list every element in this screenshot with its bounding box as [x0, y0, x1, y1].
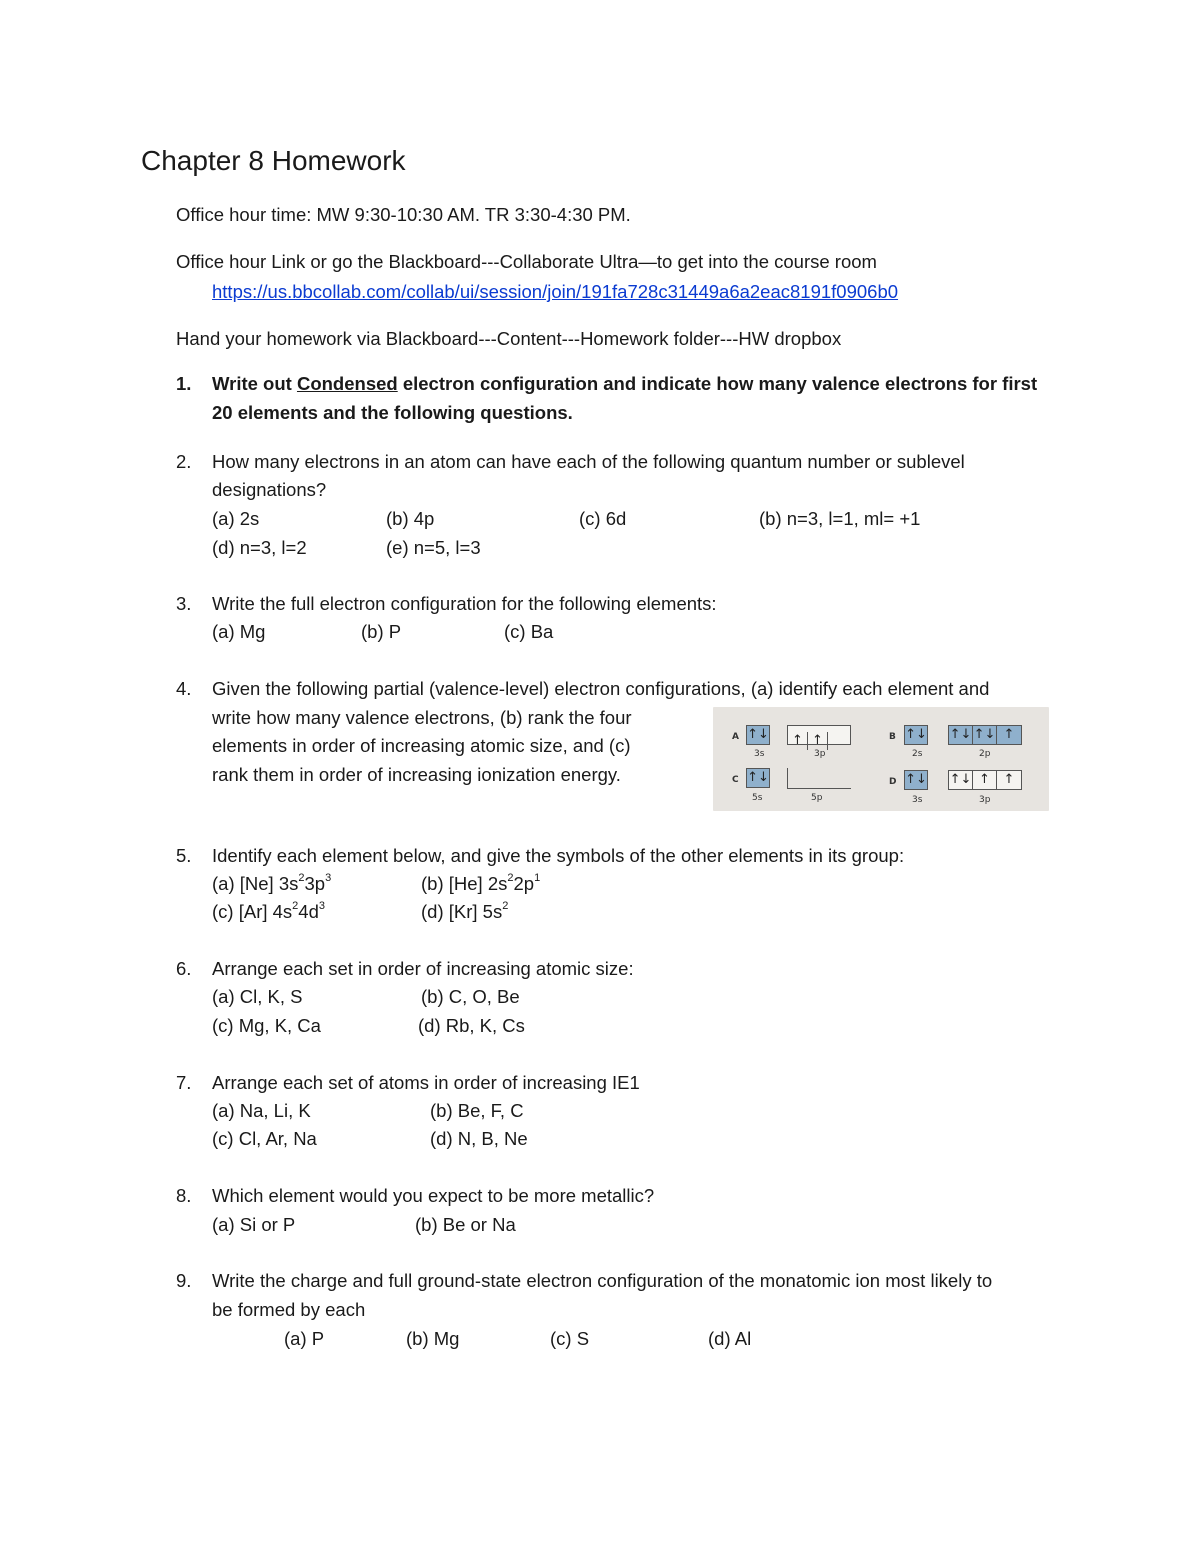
question-2-line2: designations?: [212, 479, 327, 500]
question-9-option-a: (a) P: [284, 1328, 325, 1349]
question-7-line1: Arrange each set of atoms in order of increasing IE1: [212, 1072, 640, 1093]
question-1-line2: 20 elements and the following questions.: [212, 402, 573, 423]
question-6-number: 6.: [176, 958, 192, 979]
orbital-diagram-photo: [713, 707, 1049, 811]
question-2-option-e: (d) n=3, l=2: [212, 537, 307, 558]
question-9-line2: be formed by each: [212, 1299, 366, 1320]
orbital-C-letter: C: [732, 775, 739, 785]
question-2-option-a: (a) 2s: [212, 508, 260, 529]
orbital-A-s-arrows: ↑↓: [747, 727, 769, 742]
question-5-option-d: [421, 901, 508, 923]
orbital-B-s-arrows: ↑↓: [905, 727, 927, 742]
orbital-D-p2: ↑: [973, 771, 997, 789]
question-9-option-d: (d) Al: [708, 1328, 752, 1349]
question-6-option-a: (a) Cl, K, S: [212, 986, 303, 1007]
question-7-option-b: (b) Be, F, C: [430, 1100, 524, 1121]
orbital-A-s-label: 3s: [754, 749, 765, 759]
orbital-D-p-box: [948, 770, 1022, 790]
orbital-A-p1: ↑: [788, 732, 808, 750]
orbital-C-p-line: [787, 788, 851, 789]
orbital-D-s-arrows: ↑↓: [905, 772, 927, 787]
q5a-mid: 3p: [304, 873, 326, 894]
orbital-B-letter: B: [889, 732, 896, 742]
page-title: Chapter 8 Homework: [141, 145, 406, 176]
orbital-B-p-label: 2p: [979, 749, 991, 759]
question-9-line1: Write the charge and full ground-state electron configuration of the monatomic ion most likely to: [212, 1270, 993, 1291]
question-2-line1: How many electrons in an atom can have each of the following quantum number or sublevel: [212, 451, 965, 472]
orbital-D-s-box: [904, 770, 928, 790]
question-2-option-c: (c) 6d: [579, 508, 627, 529]
orbital-A-letter: A: [732, 732, 739, 742]
question-3-line1: Write the full electron configuration for the following elements:: [212, 593, 717, 614]
question-6-option-c: (c) Mg, K, Ca: [212, 1015, 321, 1036]
q5a-sup1: 2: [298, 871, 305, 884]
orbital-A-p-label: 3p: [814, 749, 826, 759]
orbital-A-p2: ↑: [808, 732, 828, 750]
orbital-C-p-edge: [787, 768, 788, 788]
question-5-line1: Identify each element below, and give the symbols of the other elements in its group:: [212, 845, 905, 866]
question-4-line1: Given the following partial (valence-level) electron configurations, (a) identify each element and: [212, 678, 990, 699]
question-1-number: 1.: [176, 373, 192, 394]
q5c-sup1: 2: [292, 899, 299, 912]
question-9-number: 9.: [176, 1270, 192, 1291]
question-9-option-b: (b) Mg: [406, 1328, 460, 1349]
question-5-option-a: [212, 873, 331, 895]
question-4-line4: rank them in order of increasing ionization energy.: [212, 764, 621, 785]
q5d-sup1: 2: [502, 899, 509, 912]
orbital-C-s-arrows: ↑↓: [747, 770, 769, 785]
question-8-option-b: (b) Be or Na: [415, 1214, 516, 1235]
orbital-C-s-label: 5s: [752, 793, 763, 803]
question-6-line1: Arrange each set in order of increasing atomic size:: [212, 958, 634, 979]
orbital-C-s-box: [746, 768, 770, 788]
question-7-option-d: (d) N, B, Ne: [430, 1128, 528, 1149]
orbital-B-s-label: 2s: [912, 749, 923, 759]
question-8-line1: Which element would you expect to be more metallic?: [212, 1185, 655, 1206]
orbital-D-p1: ↑↓: [949, 772, 972, 787]
q5c-mid: 4d: [298, 901, 319, 922]
question-3-option-c: (c) Ba: [504, 621, 554, 642]
orbital-A-s-box: [746, 725, 770, 745]
question-5-option-b: [421, 873, 540, 895]
orbital-D-p3: ↑: [1003, 772, 1015, 787]
q5c-pre: (c) [Ar] 4s: [212, 901, 293, 922]
question-8-option-a: (a) Si or P: [212, 1214, 296, 1235]
question-5-number: 5.: [176, 845, 192, 866]
q5b-sup1: 2: [507, 871, 514, 884]
office-hour-link-line: Office hour Link or go the Blackboard---Collaborate Ultra—to get into the course room: [176, 251, 877, 272]
q5b-mid: 2p: [513, 873, 535, 894]
question-7-option-a: (a) Na, Li, K: [212, 1100, 311, 1121]
question-1-underlined: Condensed: [296, 373, 398, 394]
question-1-text: [212, 373, 1037, 395]
orbital-B-p2: ↑↓: [973, 727, 996, 742]
question-6-option-b: (b) C, O, Be: [421, 986, 520, 1007]
hand-in-instructions: Hand your homework via Blackboard---Content---Homework folder---HW dropbox: [176, 328, 842, 349]
question-2-number: 2.: [176, 451, 192, 472]
orbital-B-p1: ↑↓: [949, 727, 972, 742]
orbital-D-p-label: 3p: [979, 795, 991, 805]
question-3-option-b: (b) P: [361, 621, 402, 642]
question-4-number: 4.: [176, 678, 192, 699]
office-hour-time: Office hour time: MW 9:30-10:30 AM. TR 3:30-4:30 PM.: [176, 204, 631, 225]
question-7-number: 7.: [176, 1072, 192, 1093]
question-3-number: 3.: [176, 593, 192, 614]
question-4-line2: write how many valence electrons, (b) rank the four: [212, 707, 632, 728]
q5c-sup2: 3: [318, 899, 325, 912]
orbital-D-letter: D: [889, 777, 897, 787]
orbital-A-p3: [828, 726, 848, 744]
question-5-option-c: [212, 901, 325, 923]
question-2-option-b: (b) 4p: [386, 508, 435, 529]
orbital-B-p3: ↑: [1003, 727, 1015, 742]
question-2-option-d: (b) n=3, l=1, ml= +1: [759, 508, 921, 529]
collaborate-session-link[interactable]: https://us.bbcollab.com/collab/ui/session/join/191fa728c31449a6a2eac8191f0906b0: [212, 281, 899, 302]
question-1-pre: Write out: [212, 373, 297, 394]
question-8-number: 8.: [176, 1185, 192, 1206]
orbital-B-p-box: [948, 725, 1022, 745]
question-6-option-d: (d) Rb, K, Cs: [418, 1015, 525, 1036]
question-9-option-c: (c) S: [550, 1328, 590, 1349]
orbital-B-s-box: [904, 725, 928, 745]
q5a-sup2: 3: [325, 871, 332, 884]
q5a-pre: (a) [Ne] 3s: [212, 873, 299, 894]
orbital-A-p-box: [787, 725, 851, 748]
question-2-option-f: (e) n=5, l=3: [386, 537, 481, 558]
orbital-D-s-label: 3s: [912, 795, 923, 805]
question-1-post: electron configuration and indicate how many valence electrons for first: [397, 373, 1038, 394]
q5b-pre: (b) [He] 2s: [421, 873, 508, 894]
question-3-option-a: (a) Mg: [212, 621, 266, 642]
q5b-sup2: 1: [534, 871, 541, 884]
question-7-option-c: (c) Cl, Ar, Na: [212, 1128, 317, 1149]
question-4-line3: elements in order of increasing atomic size, and (c): [212, 735, 631, 756]
q5d-pre: (d) [Kr] 5s: [421, 901, 503, 922]
orbital-C-p-label: 5p: [811, 793, 823, 803]
